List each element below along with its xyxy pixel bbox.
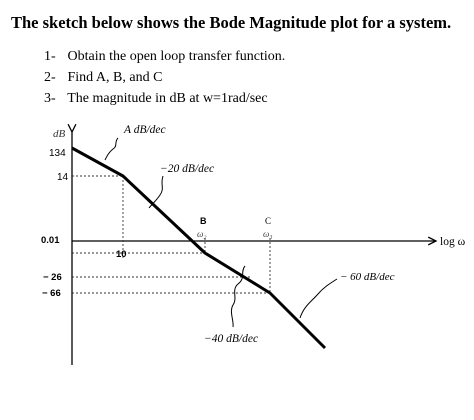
y-tick-minus66: − 66 [42,288,61,299]
y-tick-134: 134 [49,148,66,159]
question-3-number: 3- [44,91,56,106]
slope-60-pointer [300,279,337,318]
y-tick-001: 0.01 [41,235,60,246]
slope-a-pointer [105,138,118,160]
slope-label-minus20: −20 dB/dec [160,163,215,175]
marker-c-omega: ω₃ [263,229,273,239]
y-axis-label: dB [53,128,66,140]
question-1-number: 1- [44,49,56,64]
problem-title: The sketch below shows the Bode Magnitude plot for a system. [11,13,452,32]
x-tick-10: 10 [116,249,127,260]
slope-label-minus60: − 60 dB/dec [340,271,395,283]
y-tick-14: 14 [57,172,69,183]
marker-c-letter: C [265,216,272,226]
x-axis-label: log ω [440,236,466,248]
question-3-text: The magnitude in dB at w=1rad/sec [67,91,268,106]
marker-b-letter: B [200,216,207,226]
magnitude-curve [72,148,325,348]
slope-label-minus40: −40 dB/dec [204,333,259,345]
question-1-text: Obtain the open loop transfer function. [67,49,286,64]
y-tick-minus26: − 26 [43,272,62,283]
question-2-number: 2- [44,70,56,85]
slope-label-a: A dB/dec [124,124,166,136]
marker-b-omega: ω₂ [197,229,207,239]
question-2-text: Find A, B, and C [67,70,163,85]
